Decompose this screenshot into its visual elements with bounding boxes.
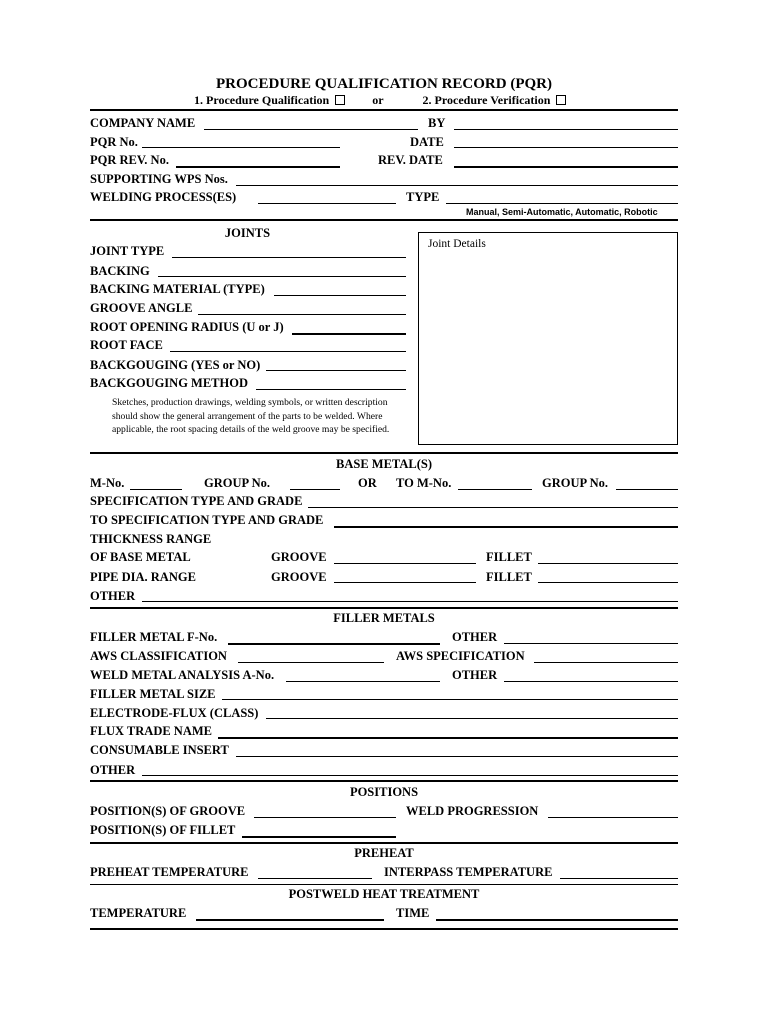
pqr-no-field[interactable] <box>142 147 340 148</box>
header-divider <box>90 109 678 111</box>
groove-angle-label: GROOVE ANGLE <box>90 301 193 315</box>
company-name-field[interactable] <box>204 129 418 130</box>
consumable-insert-field[interactable] <box>236 756 678 757</box>
pipe-groove-label: GROOVE <box>271 570 327 584</box>
subtitle <box>194 93 566 108</box>
pipe-fillet-label: FILLET <box>486 570 532 584</box>
filler-size-label: FILLER METAL SIZE <box>90 687 216 701</box>
rev-date-label: REV. DATE <box>378 153 443 167</box>
of-base-metal-label: OF BASE METAL <box>90 550 191 564</box>
pwht-temperature-field[interactable] <box>196 919 384 921</box>
joints-heading: JOINTS <box>224 226 271 240</box>
groove-angle-field[interactable] <box>198 314 406 315</box>
welding-process-label: WELDING PROCESS(ES) <box>90 190 237 204</box>
date-label: DATE <box>410 135 444 149</box>
flux-trade-label: FLUX TRADE NAME <box>90 724 212 738</box>
filler-metals-divider <box>90 780 678 782</box>
by-label: BY <box>428 116 446 130</box>
filler-other-2-field[interactable] <box>504 681 678 682</box>
thickness-range-label: THICKNESS RANGE <box>90 532 212 546</box>
procedure-qualification-checkbox[interactable] <box>335 95 345 105</box>
pipe-dia-range-label: PIPE DIA. RANGE <box>90 570 196 584</box>
joint-type-label: JOINT TYPE <box>90 244 165 258</box>
by-field[interactable] <box>454 129 678 130</box>
group-no-2-label: GROUP No. <box>542 476 608 490</box>
positions-heading: POSITIONS <box>349 785 419 799</box>
backgouging-method-label: BACKGOUGING METHOD <box>90 376 248 390</box>
root-opening-field[interactable] <box>292 333 406 335</box>
backing-field[interactable] <box>158 276 406 277</box>
root-opening-label: ROOT OPENING RADIUS (U or J) <box>90 320 284 334</box>
procedure-qualification-label: 1. Procedure Qualification <box>194 93 330 107</box>
flux-trade-field[interactable] <box>218 737 678 739</box>
root-face-label: ROOT FACE <box>90 338 163 352</box>
bottom-divider <box>90 928 678 930</box>
type-options-note: Manual, Semi-Automatic, Automatic, Robotic <box>466 207 658 217</box>
or-label: or <box>372 93 384 107</box>
group-no-field[interactable] <box>290 489 340 490</box>
filler-size-field[interactable] <box>222 699 678 700</box>
filler-other-3-label: OTHER <box>90 763 136 777</box>
supporting-wps-label: SUPPORTING WPS Nos. <box>90 172 228 186</box>
base-other-label: OTHER <box>90 589 136 603</box>
aws-class-label: AWS CLASSIFICATION <box>90 649 227 663</box>
group-no-label: GROUP No. <box>204 476 270 490</box>
to-m-no-field[interactable] <box>458 489 532 490</box>
date-field[interactable] <box>454 147 678 148</box>
backing-material-label: BACKING MATERIAL (TYPE) <box>90 282 265 296</box>
group-no-2-field[interactable] <box>616 489 678 490</box>
a-no-label: WELD METAL ANALYSIS A-No. <box>90 668 275 682</box>
type-label: TYPE <box>406 190 440 204</box>
filler-other-1-field[interactable] <box>504 643 678 644</box>
rev-date-field[interactable] <box>454 166 678 168</box>
electrode-flux-field[interactable] <box>266 718 678 719</box>
preheat-temp-label: PREHEAT TEMPERATURE <box>90 865 249 879</box>
to-spec-type-grade-label: TO SPECIFICATION TYPE AND GRADE <box>90 513 324 527</box>
m-no-field[interactable] <box>130 489 182 490</box>
to-m-no-label: TO M-No. <box>396 476 452 490</box>
f-no-field[interactable] <box>228 643 440 645</box>
backgouging-label: BACKGOUGING (YES or NO) <box>90 358 261 372</box>
joint-note: Sketches, production drawings, welding symbols, or written description should show the general arrangement of the parts to be welded. Where applicable, the root spacing details of the weld groove may be specified. <box>112 397 390 435</box>
a-no-field[interactable] <box>286 681 440 682</box>
backing-material-field[interactable] <box>274 295 406 296</box>
position-fillet-label: POSITION(S) OF FILLET <box>90 823 236 837</box>
interpass-temp-label: INTERPASS TEMPERATURE <box>384 865 553 879</box>
backing-label: BACKING <box>90 264 150 278</box>
pwht-time-label: TIME <box>396 906 430 920</box>
pwht-temperature-label: TEMPERATURE <box>90 906 187 920</box>
form-title: PROCEDURE QUALIFICATION RECORD (PQR) <box>216 76 552 92</box>
spec-type-grade-field[interactable] <box>308 507 678 508</box>
welding-process-field[interactable] <box>258 203 396 204</box>
thickness-groove-field[interactable] <box>334 563 476 564</box>
procedure-verification-checkbox[interactable] <box>556 95 566 105</box>
backgouging-field[interactable] <box>266 370 406 371</box>
root-face-field[interactable] <box>170 351 406 352</box>
electrode-flux-label: ELECTRODE-FLUX (CLASS) <box>90 706 259 720</box>
pwht-heading: POSTWELD HEAT TREATMENT <box>288 887 480 901</box>
base-metal-heading: BASE METAL(S) <box>336 457 432 471</box>
joint-details-box[interactable] <box>418 232 678 445</box>
position-groove-field[interactable] <box>254 817 396 818</box>
pqr-no-label: PQR No. <box>90 135 138 149</box>
interpass-temp-field[interactable] <box>560 878 678 879</box>
position-groove-label: POSITION(S) OF GROOVE <box>90 804 246 818</box>
pqr-rev-no-label: PQR REV. No. <box>90 153 169 167</box>
filler-metals-heading: FILLER METALS <box>333 611 435 625</box>
positions-divider <box>90 842 678 844</box>
f-no-label: FILLER METAL F-No. <box>90 630 218 644</box>
to-spec-type-grade-field[interactable] <box>334 526 678 528</box>
preheat-temp-field[interactable] <box>258 878 372 879</box>
or-base-label: OR <box>358 476 377 490</box>
company-name-label: COMPANY NAME <box>90 116 196 130</box>
backgouging-method-field[interactable] <box>256 389 406 390</box>
supporting-wps-field[interactable] <box>236 185 678 186</box>
thickness-groove-label: GROOVE <box>271 550 327 564</box>
pipe-groove-field[interactable] <box>334 582 476 583</box>
m-no-label: M-No. <box>90 476 125 490</box>
pipe-fillet-field[interactable] <box>538 582 678 583</box>
filler-other-2-label: OTHER <box>452 668 498 682</box>
position-fillet-field[interactable] <box>242 836 396 838</box>
base-metal-divider <box>90 607 678 609</box>
joint-details-label: Joint Details <box>428 238 486 250</box>
aws-spec-label: AWS SPECIFICATION <box>396 649 525 663</box>
weld-progression-label: WELD PROGRESSION <box>406 804 539 818</box>
joints-divider <box>90 452 678 454</box>
base-other-field[interactable] <box>142 601 678 602</box>
thickness-fillet-field[interactable] <box>538 563 678 564</box>
weld-progression-field[interactable] <box>548 817 678 818</box>
spec-type-grade-label: SPECIFICATION TYPE AND GRADE <box>90 494 303 508</box>
general-divider <box>90 219 678 221</box>
filler-other-1-label: OTHER <box>452 630 498 644</box>
thickness-fillet-label: FILLET <box>486 550 532 564</box>
pwht-time-field[interactable] <box>436 919 678 921</box>
type-field[interactable] <box>446 203 678 204</box>
pqr-rev-no-field[interactable] <box>176 166 340 168</box>
consumable-insert-label: CONSUMABLE INSERT <box>90 743 229 757</box>
preheat-heading: PREHEAT <box>354 846 414 860</box>
procedure-verification-label: 2. Procedure Verification <box>422 93 551 107</box>
aws-spec-field[interactable] <box>534 662 678 663</box>
filler-other-3-field[interactable] <box>142 775 678 776</box>
preheat-divider <box>90 884 678 885</box>
joint-type-field[interactable] <box>172 257 406 258</box>
aws-class-field[interactable] <box>238 662 384 663</box>
